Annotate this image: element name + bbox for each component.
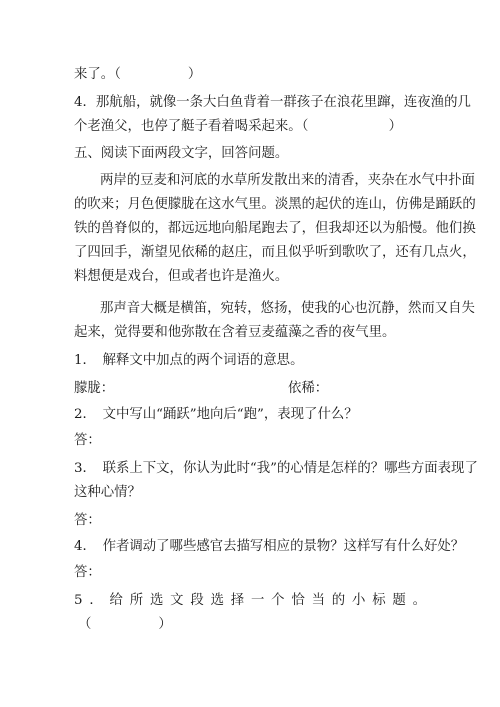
q4-line-1: 4．那航船，就像一条大白鱼背着一群孩子在浪花里蹿，连夜渔的几 xyxy=(74,95,471,110)
passage-para1-line: 料想便是戏台，但或者也许是渔火。 xyxy=(74,269,289,284)
q5-char: 给 xyxy=(109,593,123,608)
q5-char: 个 xyxy=(271,593,285,608)
section-5-heading: 五、阅读下面两段文字，回答问题。 xyxy=(74,146,289,161)
q5-char: 选 xyxy=(149,593,164,608)
q5-char: 。 xyxy=(412,593,426,608)
question-5 xyxy=(74,592,426,610)
question-4: 4． 作者调动了哪些感官去描写相应的景物？这样写有什么好处？ xyxy=(74,539,465,554)
answer-label: 答： xyxy=(74,433,101,448)
q5-char: 所 xyxy=(129,593,144,608)
question-2: 2． 文中写山“踊跃”地向后“跑”，表现了什么？ xyxy=(74,407,358,422)
q5-char: 5 xyxy=(74,593,83,608)
q5-char: 恰 xyxy=(291,593,305,608)
q3-continuation: 来了。（ ） xyxy=(74,67,202,82)
q5-char: 段 xyxy=(190,593,204,608)
q1-term-yixi: 依稀： xyxy=(288,381,329,396)
q1-terms-row xyxy=(74,380,426,398)
q5-char: 文 xyxy=(170,593,184,608)
question-3-line-2: 这种心情？ xyxy=(74,485,141,500)
q5-char: 选 xyxy=(210,593,224,608)
q5-char: ． xyxy=(89,593,103,608)
passage-para2-line: 那声音大概是横笛，宛转，悠扬，使我的心也沉静，然而又自失 xyxy=(100,301,475,316)
q4-line-2: 个老渔父，也停了艇子看着喝采起来。（ ） xyxy=(74,119,403,134)
passage-para1-line: 两岸的豆麦和河底的水草所发散出来的清香，夹杂在水气中扑面 xyxy=(100,173,475,188)
q5-char: 小 xyxy=(351,593,366,608)
q1-term-menglong: 朦胧： xyxy=(74,381,115,396)
passage-para1-line: 铁的兽脊似的，都远远地向船尾跑去了，但我却还以为船慢。他们换 xyxy=(74,221,476,236)
q5-char: 题 xyxy=(392,593,406,608)
q5-char: 择 xyxy=(230,593,245,608)
answer-label: 答： xyxy=(74,513,101,528)
q5-char: 的 xyxy=(331,593,346,608)
question-1: 1． 解释文中加点的两个词语的意思。 xyxy=(74,353,304,368)
q5-char: 标 xyxy=(372,593,386,608)
passage-para1-line: 了四回手，渐望见依稀的赵庄，而且似乎听到歌吹了，还有几点火， xyxy=(74,245,476,260)
q5-char: 一 xyxy=(250,593,265,608)
passage-para2-line: 起来，觉得要和他弥散在含着豆麦蕴藻之香的夜气里。 xyxy=(74,325,396,340)
q5-char: 当 xyxy=(311,593,325,608)
q5-answer-blank: （ ） xyxy=(78,617,172,632)
question-3-line-1: 3． 联系上下文，你认为此时“我”的心情是怎样的？哪些方面表现了 xyxy=(74,461,478,476)
answer-label: 答： xyxy=(74,565,101,580)
passage-para1-line: 的吹来；月色便朦胧在这水气里。淡黑的起伏的连山，仿佛是踊跃的 xyxy=(74,197,476,212)
